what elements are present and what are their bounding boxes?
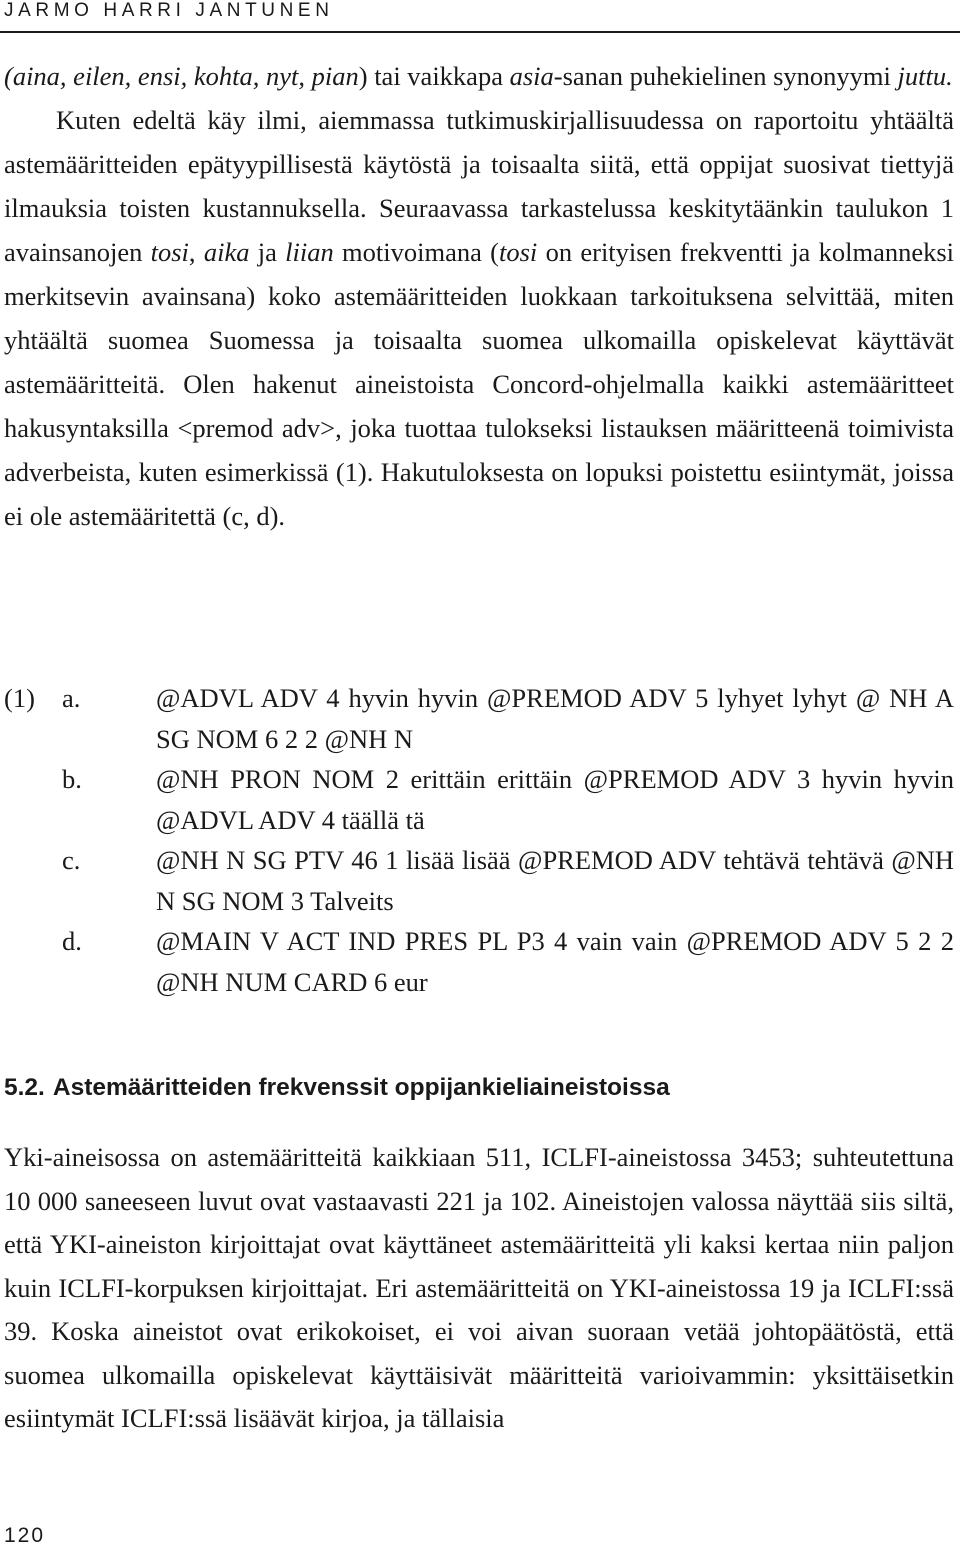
example-letter: d.	[62, 926, 82, 956]
example-text: @NH PRON NOM 2 erittäin erittäin @PREMOD ADV 3 hyvin hyvin @ADVL ADV 4 täällä tä	[156, 764, 954, 835]
example-text: @NH N SG PTV 46 1 lisää lisää @PREMOD ADV tehtävä tehtävä @NH N SG NOM 3 Talveits	[156, 845, 954, 916]
section-title: Astemääritteiden frekvenssit oppijankieliaineistoissa	[52, 1074, 670, 1101]
running-head: JARMO HARRI JANTUNEN	[4, 0, 334, 21]
example-block	[4, 678, 954, 1002]
body-text-top	[4, 54, 954, 538]
italic-adverb-list: (aina, eilen, ensi, kohta, nyt, pian	[4, 61, 359, 91]
example-text: @ADVL ADV 4 hyvin hyvin @PREMOD ADV 5 lyhyet lyhyt @ NH A SG NOM 6 2 2 @NH N	[156, 683, 954, 754]
section-heading	[4, 1070, 954, 1106]
example-item	[4, 678, 954, 759]
example-text: @MAIN V ACT IND PRES PL P3 4 vain vain @PREMOD ADV 5 2 2 @NH NUM CARD 6 eur	[156, 926, 954, 997]
example-letter: a.	[62, 683, 81, 713]
header-rule	[0, 31, 960, 33]
example-item	[4, 759, 954, 840]
example-letter: b.	[62, 764, 82, 794]
paragraph-3: Yki-aineisossa on astemääritteitä kaikkiaan 511, ICLFI-aineistossa 3453; suhteutettuna 10 000 saneeseen luvut ovat vastaavasti 221 ja 102. Aineistojen valossa näyttää siis siltä, että YKI-aineiston kirjoittajat ovat käyttäneet astemääritteitä yli kaksi kertaa niin paljon kuin ICLFI-korpuksen kirjoittajat. Eri astemääritteitä on YKI-aineistossa 19 ja ICLFI:ssä 39. Koska aineistot ovat erikokoiset, ei voi aivan suoraan vetää johtopäätöstä, että suomea ulkomailla opiskelevat käyttäisivät määritteitä varioivammin: yksittäisetkin esiintymät ICLFI:ssä lisäävät kirjoa, ja tällaisia	[4, 1142, 954, 1433]
body-text-bottom	[4, 1136, 954, 1441]
example-item	[4, 840, 954, 921]
page-number: 120	[4, 1524, 46, 1547]
paragraph-2: Kuten edeltä käy ilmi, aiemmassa tutkimuskirjallisuudessa on raportoitu yhtäältä astemääritteiden epätyypillisestä käytöstä ja toisaalta siitä, että oppijat suosivat tiettyjä ilmauksia toisten kustannuksella. Seuraavassa tarkastelussa keskitytäänkin taulukon 1 avainsanojen tosi, aika ja liian motivoimana (tosi on erityisen frekventti ja kolmanneksi merkitsevin avainsana) koko astemääritteiden luokkaan tarkoituksena selvittää, miten yhtäältä suomea Suomessa ja toisaalta suomea ulkomailla opiskelevat käyttävät astemääritteitä. Olen hakenut aineistoista Concord-ohjelmalla kaikki astemääritteet hakusyntaksilla <premod adv>, joka tuottaa tulokseksi listauksen määritteenä toimivista adverbeista, kuten esimerkissä (1). Hakutuloksesta on lopuksi poistettu esiintymät, joissa ei ole astemääritettä (c, d).	[4, 105, 955, 531]
section-number: 5.2.	[4, 1074, 45, 1101]
example-item	[4, 921, 954, 1002]
paragraph-1: (aina, eilen, ensi, kohta, nyt, pian) tai vaikkapa asia-sanan puhekielinen synonyymi juttu.	[4, 61, 953, 91]
example-letter: c.	[62, 845, 81, 875]
example-number: (1)	[4, 683, 35, 713]
